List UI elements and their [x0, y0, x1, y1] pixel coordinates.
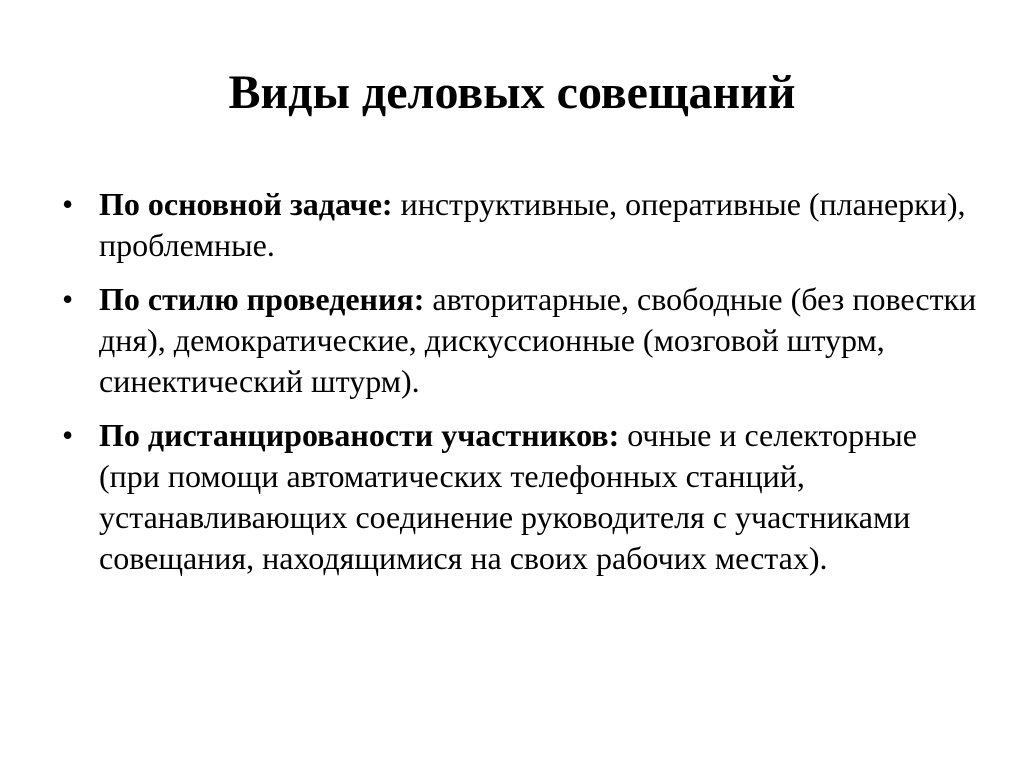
bullet-list	[62, 184, 982, 592]
bullet-lead: По стилю проведения:	[99, 281, 425, 317]
bullet-item-distance	[62, 415, 982, 579]
bullet-item-main-task	[62, 184, 982, 266]
bullet-lead: По дистанцированости участников:	[99, 417, 620, 453]
bullet-lead: По основной задаче:	[99, 186, 393, 222]
bullet-icon: •	[62, 186, 74, 222]
bullet-text: очные и селекторные (при помощи автоматических телефонных станций, устанавливающих соединение руководителя с участниками совещания, находящимися на своих рабочих местах).	[99, 417, 917, 576]
bullet-text: авторитарные, свободные (без повестки дня), демократические, дискуссионные (мозговой штурм, синектический штурм).	[99, 281, 977, 399]
bullet-icon: •	[62, 281, 74, 317]
bullet-text: инструктивные, оперативные (планерки), проблемные.	[99, 186, 966, 263]
slide-title: Виды деловых совещаний	[228, 66, 796, 119]
bullet-icon: •	[62, 417, 74, 453]
bullet-item-style	[62, 279, 982, 402]
